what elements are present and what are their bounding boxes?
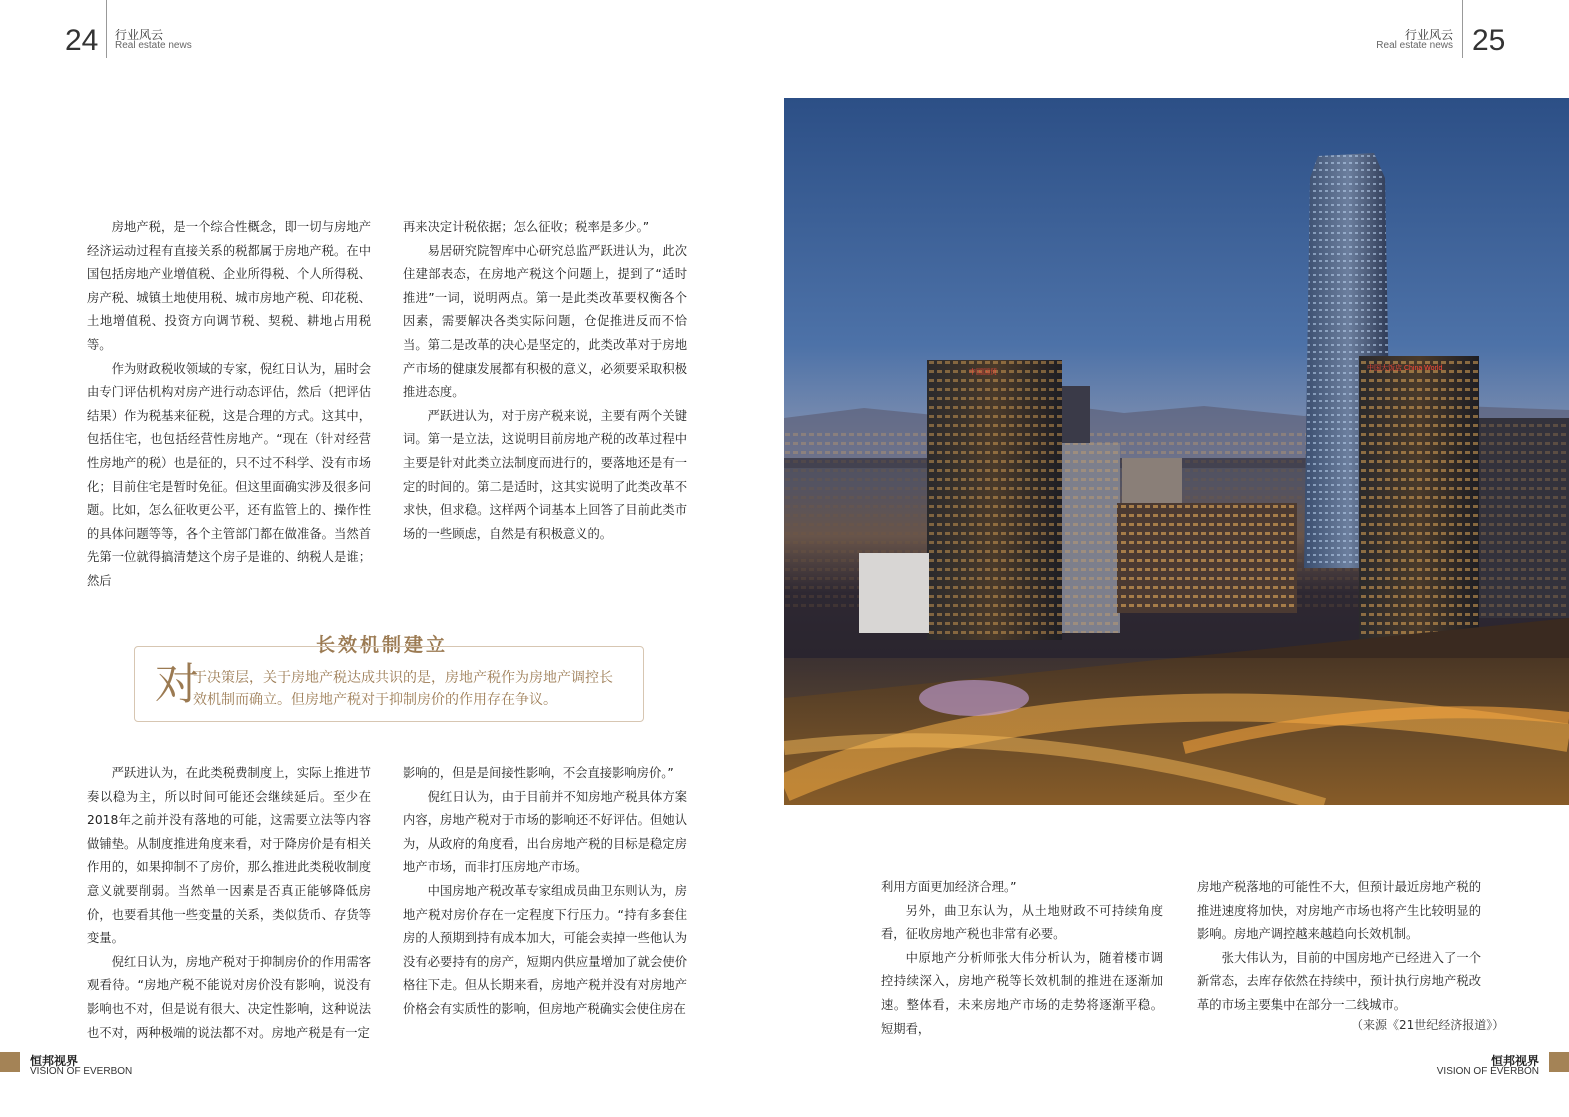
sign-tower: 中国国贸 — [969, 369, 997, 376]
footer-brand-cn: 恒邦视界 — [30, 1054, 79, 1068]
paragraph: 作为财政税收领域的专家，倪红日认为，届时会由专门评估机构对房产进行动态评估，然后（把评估结果）作为税基来征税，这是合理的方式。这其中，包括住宅，也包括经营性房地产。“现在（针对经营性房地产的税）也是征的，只不过不科学、没有市场化；目前住宅是暂时免征。但这里面确实涉及很多问题。比如，怎么征收更公平，还有监管上的、操作性的具体问题等等，各个主管部门都在做准备。当然首先第一位就得搞清楚这个房子是谁的、纳税人是谁；然后 — [87, 361, 371, 588]
article-column-4 — [403, 762, 687, 1022]
page-number-right: 25 — [1472, 24, 1506, 57]
header-section-en: Real estate news — [115, 40, 192, 51]
paragraph: 影响的，但是是间接性影响，不会直接影响房价。” — [403, 766, 674, 780]
footer-brand-en: VISION OF EVERBON — [1436, 1066, 1539, 1077]
footer-brand-en: VISION OF EVERBON — [30, 1066, 133, 1077]
paragraph: 中国房地产税改革专家组成员曲卫东则认为，房地产税对房价存在一定程度下行压力。“持有多套住房的人预期到持有成本加大，可能会卖掉一些他认为没有必要持有的房产，短期内供应量增加了就会使价格往下走。但从长期来看，房地产税并没有对房地产价格会有实质性的影响，但房地产税确实会使住房在 — [403, 883, 687, 1016]
footer-mark — [0, 1052, 20, 1072]
paragraph: 利用方面更加经济合理。” — [881, 880, 1017, 894]
footer-mark — [1549, 1052, 1569, 1072]
article-column-6 — [1197, 876, 1481, 1018]
city-skyline-photo — [784, 98, 1569, 805]
footer-brand-cn: 恒邦视界 — [1490, 1054, 1539, 1068]
paragraph: 倪红日认为，由于目前并不知房地产税具体方案内容，房地产税对于市场的影响还不好评估。但她认为，从政府的角度看，出台房地产税的目标是稳定房地产市场，而非打压房地产市场。 — [403, 789, 687, 875]
page-number-left: 24 — [65, 24, 99, 57]
source-note: （来源《21世纪经济报道》） — [1351, 1018, 1505, 1032]
article-column-3 — [87, 762, 371, 1045]
section-title: 长效机制建立 — [316, 634, 449, 656]
paragraph: 严跃进认为，在此类税费制度上，实际上推进节奏以稳为主，所以时间可能还会继续延后。至少在2018年之前并没有落地的可能，这需要立法等内容做铺垫。从制度推进角度来看，对于降房价是有相关作用的，如果抑制不了房价，那么推进此类税收制度意义就要削弱。当然单一因素是否真正能够降低房价，也要看其他一些变量的关系，类似货币、存货等变量。 — [87, 766, 371, 946]
article-column-2 — [403, 216, 687, 546]
paragraph: 张大伟认为，目前的中国房地产已经进入了一个新常态，去库存依然在持续中，预计执行房地产税改革的市场主要集中在部分一二线城市。 — [1197, 950, 1481, 1012]
drop-cap: 对 — [155, 659, 199, 710]
left-page — [0, 0, 784, 1117]
lit-canopy — [919, 680, 1029, 716]
pull-quote-text: 于决策层，关于房地产税达成共识的是，房地产税作为房地产调控长效机制而确立。但房地产税对于抑制房价的作用存在争议。 — [193, 670, 613, 708]
paragraph: 中原地产分析师张大伟分析认为，随着楼市调控持续深入，房地产税等长效机制的推进在逐渐加速。整体看，未来房地产市场的走势将逐渐平稳。短期看， — [881, 950, 1163, 1036]
paragraph: 另外，曲卫东认为，从土地财政不可持续角度看，征收房地产税也非常有必要。 — [881, 903, 1163, 942]
paragraph: 易居研究院智库中心研究总监严跃进认为，此次住建部表态，在房地产税这个问题上，提到了“适时推进”一词，说明两点。第一是此类改革要权衡各个因素，需要解决各类实际问题，仓促推进反而不恰当。第二是改革的决心是坚定的，此类改革对于房地产市场的健康发展都有积极的意义，必须要采取积极推进态度。 — [403, 243, 687, 400]
paragraph: 房地产税，是一个综合性概念，即一切与房地产经济运动过程有直接关系的税都属于房地产税。在中国包括房地产业增值税、企业所得税、个人所得税、房产税、城镇土地使用税、城市房地产税、印花税、土地增值税、投资方向调节税、契税、耕地占用税等。 — [87, 220, 371, 352]
header-section-cn: 行业风云 — [115, 28, 164, 42]
header-divider — [106, 0, 107, 58]
paragraph: 严跃进认为，对于房产税来说，主要有两个关键词。第一是立法，这说明目前房地产税的改革过程中主要是针对此类立法制度而进行的，要落地还是有一定的时间的。第二是适时，这其实说明了此类改革不求快，但求稳。这样两个词基本上回答了目前此类市场的一些顾虑，自然是有积极意义的。 — [403, 408, 687, 541]
paragraph: 再来决定计税依据；怎么征收；税率是多少。” — [403, 220, 650, 234]
header-section-cn: 行业风云 — [1404, 28, 1453, 42]
pull-quote-box — [134, 646, 644, 722]
sign-hotel: 中国大饭店 China World — [1367, 365, 1443, 372]
article-column-5 — [881, 876, 1163, 1041]
header-section-en: Real estate news — [1376, 40, 1453, 51]
article-column-1 — [87, 216, 371, 594]
header-divider — [1462, 0, 1463, 58]
paragraph: 倪红日认为，房地产税对于抑制房价的作用需客观看待。“房地产税不能说对房价没有影响，说没有影响也不对，但是说有很大、决定性影响，这种说法也不对，两种极端的说法都不对。房地产税是有一定 — [87, 954, 371, 1040]
right-page — [784, 0, 1569, 1117]
paragraph: 房地产税落地的可能性不大，但预计最近房地产税的推进速度将加快，对房地产市场也将产生比较明显的影响。房地产调控越来越趋向长效机制。 — [1197, 880, 1481, 942]
